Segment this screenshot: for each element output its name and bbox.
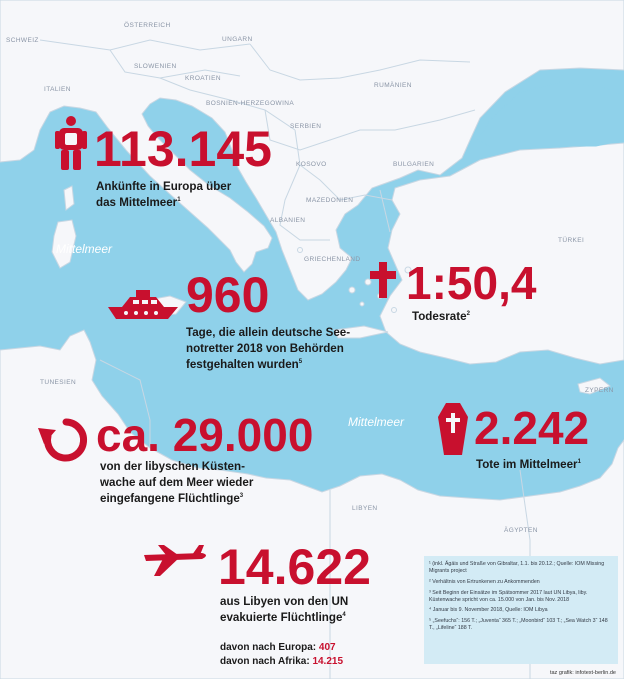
evacuation-africa-label: davon nach Afrika: (220, 655, 310, 667)
country-label-bosnien (206, 100, 294, 108)
stat-intercepted-line-2: wache auf dem Meer wieder (100, 475, 254, 489)
country-label-oesterreich: ÖSTERREICH (124, 22, 171, 29)
corsica-island (64, 186, 74, 210)
stat-arrivals-value: 113.145 (94, 121, 272, 177)
stat-days-line-3-text: festgehalten wurden (186, 357, 299, 371)
stat-arrivals-label (96, 179, 231, 211)
stat-intercepted-line-1: von der libyschen Küsten- (100, 460, 245, 473)
footnote-ref: 5 (298, 359, 303, 366)
credit: taz grafik: infotext-berlin.de (549, 670, 616, 676)
country-label-rumaenien: RUMÄNIEN (374, 82, 412, 89)
stat-evacuated-line-2 (220, 610, 348, 626)
country-label-italien: ITALIEN (44, 86, 71, 93)
footnote-3: ³ Seit Beginn der Einsätze im Spätsommer 2017 laut UN Libya, liby. Küstenwache spricht von ca. 15.000 von Jan. bis Nov. 2018 (429, 589, 588, 603)
stat-evacuated-label (220, 594, 348, 626)
stat-evacuated-line-1: aus Libyen von den UN (220, 595, 349, 608)
country-label-slowenien: SLOWENIEN (134, 63, 177, 70)
evacuation-africa (220, 655, 343, 669)
country-label-griechenland: GRIECHENLAND (304, 256, 361, 263)
person-backpack-icon (54, 115, 88, 171)
stat-arrivals-line-2-text: das Mittelmeer (96, 195, 178, 209)
country-label-tunesien: TUNESIEN (40, 379, 77, 386)
stat-deaths-value: 2.242 (474, 402, 590, 454)
stat-arrivals-line-1: Ankünfte in Europa über (96, 180, 232, 193)
footnote-2: ² Verhältnis von Ertrunkenen zu Ankommenden (429, 578, 540, 585)
stat-deaths-text: Tote im Mittelmeer (476, 458, 578, 471)
footnote-ref: 1 (177, 197, 181, 204)
country-label-schweiz: SCHWEIZ (6, 37, 39, 44)
stat-deathrate-value: 1:50,4 (406, 257, 537, 309)
country-label-bulgarien: BULGARIEN (393, 161, 435, 168)
country-label-libyen: LIBYEN (352, 505, 378, 512)
stat-days-line-2: notretter 2018 von Behörden (186, 341, 344, 355)
evacuation-africa-value: 14.215 (312, 655, 344, 667)
country-label-ungarn: UNGARN (222, 36, 253, 43)
footnote-1: ¹ (inkl. Ägäis und Straße von Gibraltar, 1.1. bis 20.12.; Quelle: IOM Missing Migrants project (429, 561, 605, 574)
evacuation-europe (220, 641, 343, 655)
footnote-5: ⁵ „Seefuchs“: 156 T.; „Juventa“ 365 T.; „Moonbird“ 103 T.; „Sea Watch 3“ 148 T., „Lifeline“ 188 T. (429, 618, 608, 632)
stat-intercepted-line-3 (100, 491, 253, 507)
stat-days-line-3 (186, 357, 350, 373)
footnote-4: ⁴ Januar bis 9. November 2018, Quelle: IOM Libya (429, 607, 548, 614)
stat-intercepted-label (100, 459, 253, 507)
country-label-aegypten: ÄGYPTEN (504, 527, 538, 534)
country-label-kosovo: KOSOVO (296, 161, 327, 168)
sea-label-west: Mittelmeer (56, 242, 113, 256)
stat-deathrate-label (412, 309, 470, 325)
stat-intercepted-value: ca. 29.000 (96, 409, 314, 461)
country-label-kroatien: KROATIEN (185, 75, 221, 82)
cross-icon (370, 262, 396, 298)
evacuation-split (220, 641, 343, 668)
stat-arrivals-line-2 (96, 195, 231, 211)
country-label-tuerkei: TÜRKEI (558, 237, 585, 244)
stat-days-line-1: Tage, die allein deutsche See- (186, 326, 351, 339)
country-label-albanien: ALBANIEN (270, 217, 306, 224)
stat-deaths-label (476, 457, 581, 473)
sea-label-east: Mittelmeer (348, 415, 405, 429)
rescue-boat-icon (106, 287, 180, 321)
return-arrow-icon (36, 414, 90, 464)
footnote-ref: 4 (342, 612, 346, 619)
footnote-ref: 2 (466, 311, 470, 318)
stat-days-label (186, 325, 350, 373)
stat-evacuated-value: 14.622 (218, 539, 371, 595)
stat-deathrate-text: Todesrate (412, 310, 467, 323)
stat-days-value: 960 (186, 267, 270, 323)
coffin-icon (438, 403, 468, 455)
airplane-icon (142, 543, 210, 577)
country-label-zypern: ZYPERN (585, 387, 614, 394)
stat-intercepted-line-3-text: eingefangene Flüchtlinge (100, 491, 240, 505)
country-label-serbien: SERBIEN (290, 123, 322, 130)
country-label-bosnien-text: BOSNIEN-HERZEGOWINA (206, 100, 295, 107)
evacuation-europe-value: 407 (318, 642, 336, 653)
footnote-ref: 1 (577, 459, 581, 466)
footnotes-box (424, 556, 618, 664)
turkey-landmass (380, 143, 624, 364)
country-label-mazedonien: MAZEDONIEN (306, 197, 354, 204)
footnote-ref: 3 (239, 493, 244, 500)
evacuation-europe-label: davon nach Europa: (220, 642, 317, 653)
stat-evacuated-line-2-text: evakuierte Flüchtlinge (220, 610, 343, 624)
